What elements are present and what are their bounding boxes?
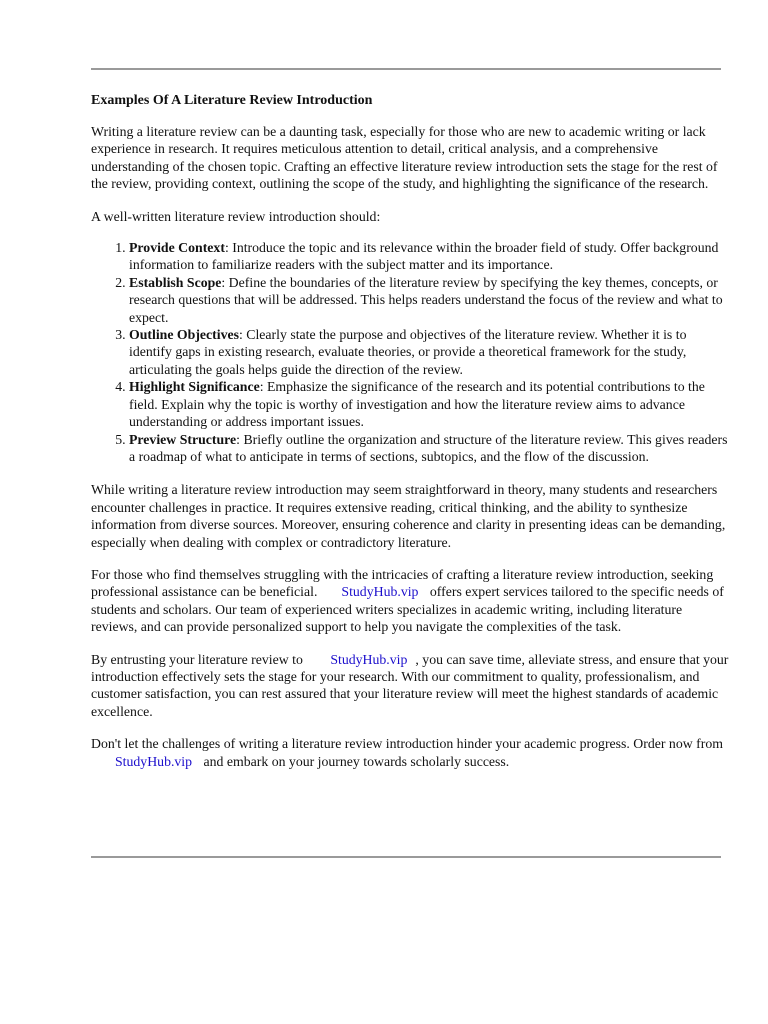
entrust-text-before: By entrusting your literature review to bbox=[91, 651, 303, 667]
item-text: : Define the boundaries of the literature review by specifying the key themes, concepts, or research questions that will be addressed. This helps readers understand the focus of the review and what to expect. bbox=[129, 274, 723, 325]
list-item bbox=[129, 431, 731, 466]
challenges-paragraph: While writing a literature review introduction may seem straightforward in theory, many students and researchers encounter challenges in practice. It requires extensive reading, critical thinking, and the ability to synthesize information from diverse sources. Moreover, ensuring coherence and clarity in presenting ideas can be demanding, especially when dealing with complex or contradictory literature. bbox=[91, 482, 726, 550]
item-term: Provide Context bbox=[129, 240, 225, 256]
assist-text-before: For those who find themselves struggling with the intricacies of crafting a literature review introduction, seeking professional assistance can be beneficial. bbox=[91, 566, 714, 600]
item-text: : Clearly state the purpose and objectives of the literature review. Whether it is to identify gaps in existing research, evaluate theories, or provide a theoretical framework for the study, articulating the goals helps guide the direction of the review. bbox=[129, 327, 687, 377]
item-term: Establish Scope bbox=[129, 274, 222, 290]
item-text: : Briefly outline the organization and structure of the literature review. This gives readers a roadmap of what to anticipate in terms of sections, subtopics, and the flow of the discussion. bbox=[129, 431, 728, 464]
document-body bbox=[91, 123, 731, 785]
closing-text-after: and embark on your journey towards scholarly success. bbox=[203, 753, 510, 769]
item-term: Preview Structure bbox=[129, 431, 237, 447]
list-lead: A well-written literature review introduction should: bbox=[91, 208, 381, 224]
item-text: : Introduce the topic and its relevance within the broader field of study. Offer background information to familiarize readers with the subject matter and its importance. bbox=[129, 240, 719, 273]
top-divider bbox=[91, 68, 721, 70]
item-text: : Emphasize the significance of the research and its potential contributions to the field. Explain why the topic is worthy of investigation and how the literature review aims to advance understanding or address important issues. bbox=[129, 379, 705, 430]
item-term: Highlight Significance bbox=[129, 379, 260, 395]
studyhub-link[interactable]: StudyHub.vip bbox=[341, 584, 419, 600]
entrust-paragraph bbox=[91, 651, 731, 721]
list-item bbox=[129, 274, 731, 326]
studyhub-link[interactable]: StudyHub.vip bbox=[330, 651, 408, 667]
studyhub-link[interactable]: StudyHub.vip bbox=[115, 753, 193, 769]
item-term: Outline Objectives bbox=[129, 327, 239, 343]
page-title: Examples Of A Literature Review Introduction bbox=[91, 93, 373, 108]
list-item bbox=[129, 239, 731, 274]
assist-text-after: offers expert services tailored to the specific needs of students and scholars. Our team of experienced writers specializes in academic writing, including literature reviews, and can provide personalized support to help you navigate the complexities of the task. bbox=[91, 584, 724, 635]
intro-paragraph: Writing a literature review can be a daunting task, especially for those who are new to academic writing or lack experience in research. It requires meticulous attention to detail, critical analysis, and a comprehensive understanding of the chosen topic. Crafting an effective literature review introduction sets the stage for the rest of the review, providing context, outlining the scope of the study, and highlighting the significance of the research. bbox=[91, 124, 718, 192]
entrust-text-after: , you can save time, alleviate stress, and ensure that your introduction effectively sets the stage for your research. With our commitment to quality, professionalism, and customer satisfaction, you can rest assured that your literature review will meet the highest standards of academic excellence. bbox=[91, 651, 729, 719]
list-item bbox=[129, 378, 731, 430]
closing-text-before: Don't let the challenges of writing a literature review introduction hinder your academic progress. Order now from bbox=[91, 736, 723, 752]
closing-paragraph bbox=[91, 735, 731, 770]
assistance-paragraph bbox=[91, 566, 731, 636]
bottom-divider bbox=[91, 856, 721, 858]
list-item bbox=[129, 326, 731, 378]
guidelines-list bbox=[91, 239, 731, 465]
